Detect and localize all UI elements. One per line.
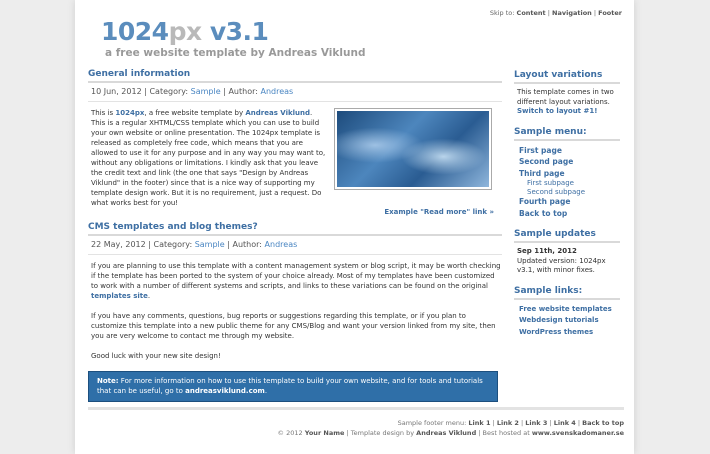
- 1024px-link[interactable]: 1024px: [115, 109, 145, 117]
- section-title-cms: CMS templates and blog themes?: [88, 222, 502, 236]
- note-box: [88, 371, 498, 402]
- logo-tagline: a free website template by Andreas Viklund: [105, 47, 366, 59]
- skip-label: Skip to:: [489, 9, 515, 17]
- separator: |: [547, 9, 550, 17]
- logo-title: [101, 18, 365, 46]
- text: If you are planning to use this template with a content management system or blog script, it may be worth checking if the template has been ported to the system of your choice already. Most of my templates have been customized to work with a number of different systems and scripts, and links to these variations can be found on the original: [91, 262, 501, 290]
- footer-name: Your Name: [304, 428, 345, 437]
- design-label: | Template design by: [346, 428, 415, 437]
- text: .: [147, 292, 151, 300]
- intro-block: [88, 108, 502, 207]
- menu-item-second-page[interactable]: Second page: [519, 157, 574, 166]
- update-date: Sep 11th, 2012: [517, 247, 577, 255]
- menu-item-first-page[interactable]: First page: [519, 145, 562, 155]
- section-title-general: General information: [88, 69, 502, 83]
- menu-item-fourth-page[interactable]: Fourth page: [519, 197, 571, 206]
- glass-photo: [337, 111, 489, 187]
- skip-navigation-link[interactable]: Navigation: [552, 9, 592, 17]
- text: , a free website template by: [144, 109, 246, 117]
- logo-main: 1024: [101, 17, 169, 46]
- read-more: [88, 208, 502, 216]
- sample-menu: [514, 127, 620, 220]
- menu-item-third-page[interactable]: Third page: [519, 168, 565, 178]
- cms-paragraph-3: Good luck with your new site design!: [91, 352, 221, 360]
- text: This is: [91, 109, 116, 117]
- logo-version: v3.1: [201, 17, 269, 46]
- skip-links: [490, 9, 622, 17]
- sidebar-title-layout: Layout variations: [514, 70, 620, 84]
- footer-menu: Sample footer menu: Link 1 | Link 2 | Link 3 | Link 4 | Back to top: [397, 419, 624, 427]
- note-label: Note:: [97, 377, 119, 385]
- footer-menu-label: Sample footer menu:: [397, 419, 467, 427]
- category-label: Category:: [149, 87, 189, 96]
- update-entry: [514, 247, 620, 276]
- post-meta: 22 May, 2012 | Category: Sample | Author: Andreas: [88, 236, 502, 255]
- updates-block: [514, 229, 620, 276]
- intro-paragraph: [88, 108, 326, 208]
- host-label: | Best hosted at: [478, 428, 530, 437]
- author-label: Author:: [228, 87, 258, 96]
- author-link[interactable]: Andreas: [260, 87, 294, 96]
- andreas-viklund-link[interactable]: Andreas Viklund: [245, 109, 311, 117]
- menu-item-second-subpage[interactable]: Second subpage: [527, 187, 585, 196]
- footer-link-2[interactable]: Link 2: [496, 419, 519, 427]
- skip-content-link[interactable]: Content: [516, 9, 546, 17]
- footer-link-4[interactable]: Link 4: [553, 419, 576, 427]
- link-webdesign-tutorials[interactable]: Webdesign tutorials: [519, 316, 599, 324]
- post-date: 22 May, 2012: [91, 240, 146, 249]
- main-content: [88, 69, 502, 402]
- sidebar-title-links: Sample links:: [514, 286, 620, 300]
- text: . This is a regular XHTML/CSS template which you can use to build your own website or online presentation. The 1024px template is released as completely free code, which means that you are allowed to use it for any purpose and in any way you may want to, without any obligations or limitations. I kindly ask that you leave the credit text and link (the one that says "Design by Andreas Viklund" in the footer) since that is a nice way of supporting my template design work. But it is no requirement, just a request. Do what works best for you!: [91, 109, 326, 207]
- read-more-link[interactable]: Example "Read more" link »: [384, 208, 494, 216]
- intro-image: [334, 108, 492, 190]
- note-text: For more information on how to use this template to build your own website, and for tools and tutorials that can be useful, go to: [97, 377, 483, 395]
- post-meta: 10 Jun, 2012 | Category: Sample | Author: Andreas: [88, 83, 502, 102]
- sidebar: [514, 70, 620, 348]
- footer-credits: [88, 429, 624, 439]
- author-link[interactable]: Andreas: [264, 240, 298, 249]
- footer-link-3[interactable]: Link 3: [525, 419, 548, 427]
- category-link[interactable]: Sample: [190, 87, 221, 96]
- link-free-templates[interactable]: Free website templates: [519, 304, 612, 313]
- skip-footer-link[interactable]: Footer: [598, 9, 622, 17]
- text: .: [264, 386, 268, 395]
- andreasviklund-link[interactable]: andreasviklund.com: [185, 386, 265, 395]
- category-link[interactable]: Sample: [194, 240, 225, 249]
- category-label: Category:: [153, 240, 193, 249]
- link-wordpress-themes[interactable]: WordPress themes: [519, 327, 594, 336]
- page-wrapper: [75, 0, 634, 454]
- menu-item-back-to-top[interactable]: Back to top: [519, 208, 568, 218]
- templates-site-link[interactable]: templates site: [91, 292, 148, 300]
- layout-text: [514, 88, 620, 117]
- sidebar-title-updates: Sample updates: [514, 229, 620, 243]
- cms-section: [88, 222, 502, 402]
- text: This template comes in two different layout variations.: [517, 88, 614, 106]
- footer-link-1[interactable]: Link 1: [468, 419, 491, 427]
- cms-paragraph-1: [88, 261, 502, 301]
- update-text: Updated version: 1024px v3.1, with minor fixes.: [517, 256, 606, 274]
- menu-item-first-subpage[interactable]: First subpage: [527, 179, 574, 187]
- designer-link[interactable]: Andreas Viklund: [416, 428, 477, 437]
- site-logo[interactable]: [101, 18, 365, 59]
- host-link[interactable]: www.svenskadomaner.se: [531, 428, 624, 437]
- sidebar-title-menu: Sample menu:: [514, 127, 620, 141]
- author-label: Author:: [232, 240, 262, 249]
- links-block: [514, 286, 620, 339]
- separator: |: [593, 9, 597, 17]
- layout-block: [514, 70, 620, 117]
- cms-paragraph-2: If you have any comments, questions, bug reports or suggestions regarding this template, or if you plan to customize this template into a new public theme for any CMS/Blog and want your version linked from my site, then you are very welcome to contact me through my website.: [91, 312, 496, 340]
- footer-back-to-top[interactable]: Back to top: [582, 419, 624, 427]
- footer: [88, 407, 624, 438]
- switch-layout-link[interactable]: Switch to layout #1!: [517, 107, 598, 115]
- copyright: © 2012: [277, 428, 303, 437]
- logo-grey: px: [168, 17, 202, 46]
- post-date: 10 Jun, 2012: [91, 87, 142, 96]
